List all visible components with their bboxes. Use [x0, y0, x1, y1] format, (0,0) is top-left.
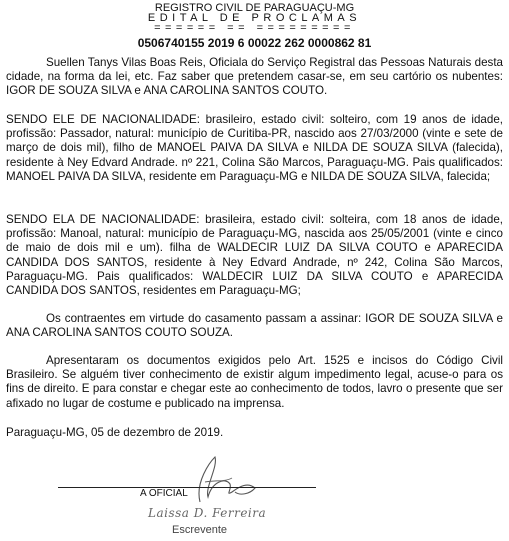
- signer-name: Laissa D. Ferreira: [148, 506, 267, 520]
- names-paragraph: Os contraentes em virtude do casamento passam a assinar: IGOR DE SOUZA SILVA e ANA CAROLINA SANTOS COUTO SOUZA.: [6, 312, 503, 340]
- groom-paragraph: SENDO ELE DE NACIONALIDADE: brasileiro, estado civil: solteiro, com 19 anos de idade, profissão: Passador, natural: município de Curitiba-PR, nascido aos 27/03/2000 (vinte e sete de março de dois mil), filho de MANOEL PAIVA DA SILVA e NILDA DE SOUZA SILVA (falecida), residente à Ney Edvard Andrade. nº 221, Colina São Marcos, Paraguaçu-MG. Pais qualificados: MANOEL PAIVA DA SILVA, residente em Paraguaçu-MG e NILDA DE SOUZA SILVA, falecida;: [6, 113, 503, 183]
- document-code: 0506740155 2019 6 00022 262 0000862 81: [137, 36, 372, 50]
- intro-paragraph: Suellen Tanys Vilas Boas Reis, Oficiala do Serviço Registral das Pessoas Naturais desta cidade, na forma da lei, etc. Faz saber que pretendem casar-se, em seu cartório os nubentes: IGOR DE SOUZA SILVA e ANA CAROLINA SANTOS COUTO.: [6, 56, 503, 98]
- signature-label: A OFICIAL: [140, 488, 188, 499]
- signature-scribble: [170, 452, 270, 512]
- edital-title: EDITAL DE PROCLAMAS: [147, 12, 362, 24]
- closing-paragraph: Apresentaram os documentos exigidos pelo Art. 1525 e incisos do Código Civil Brasileiro. Se alguém tiver conhecimento de existir algum impedimento legal, acuse-o para os fins de direito. E para constar e chegar este ao conhecimento de todos, lavro o presente que ser afixado no lugar de costume e publicado na imprensa.: [6, 354, 503, 410]
- bride-paragraph: SENDO ELA DE NACIONALIDADE: brasileira, estado civil: solteira, com 18 anos de idade, profissão: Manoal, natural: município de Paraguaçu-MG, nascida aos 25/05/2001 (vinte e cinco de maio de dois mil e um). filha de WALDECIR LUIZ DA SILVA COUTO e APARECIDA CANDIDA DOS SANTOS, residente à Ney Edvard Andrade, nº 242, Colina São Marcos, Paraguaçu-MG. Pais qualificados: WALDECIR LUIZ DA SILVA COUTO e APARECIDA CANDIDA DOS SANTOS, residentes em Paraguaçu-MG;: [6, 213, 503, 298]
- date-line: Paraguaçu-MG, 05 de dezembro de 2019.: [6, 426, 224, 439]
- signer-role: Escrevente: [172, 524, 228, 536]
- title-underline: ====== == =========: [154, 22, 355, 34]
- registry-title: REGISTRO CIVIL DE PARAGUAÇU-MG: [154, 2, 355, 14]
